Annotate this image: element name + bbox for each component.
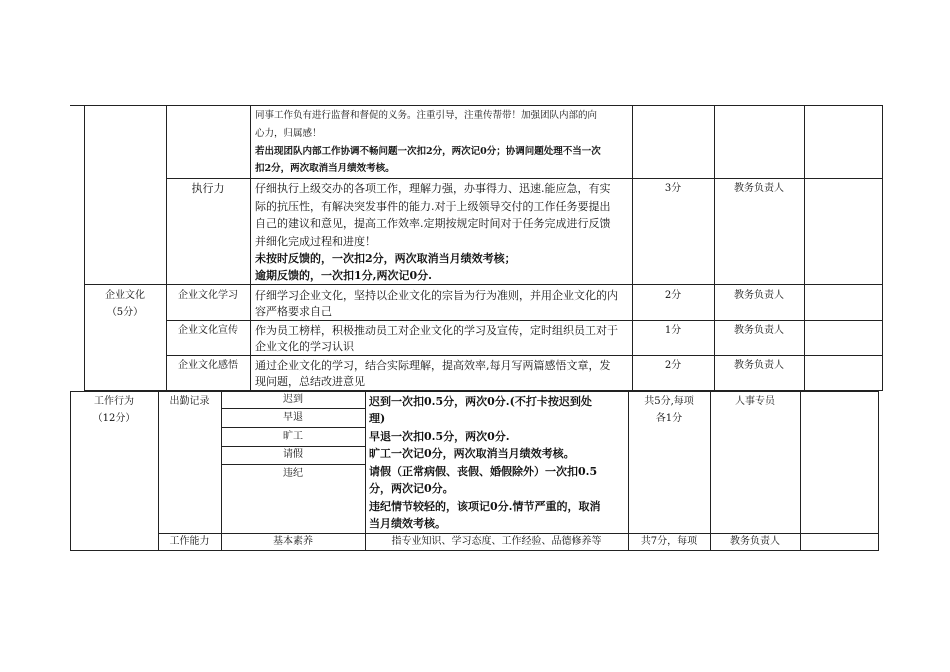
teamwork-penalty-line: 扣2分，两次取消当月绩效考核。 [255,163,395,174]
item-label: 基本素养 [273,536,313,547]
attendance-item-leave: 请假 [283,449,303,460]
culture-desc-line: 仔细学习企业文化，坚持以企业文化的宗旨为行为准则，并用企业文化的内 [255,289,618,302]
item-label: 企业文化宣传 [178,325,238,336]
owner-cell: 教务负责人 [734,290,784,301]
execution-desc-line: 际的抗压性，有解决突发事件的能力.对于上级领导交付的工作任务要提出 [255,200,611,213]
attendance-rule-line: 分，两次记0分。 [369,482,454,495]
attendance-rule-line: 请假（正常病假、丧假、婚假除外）一次扣0.5 [369,465,598,478]
execution-desc-line: 仔细执行上级交办的各项工作，理解力强，办事得力、迅速.能应急，有实 [255,182,611,195]
score-cell: 2分 [664,290,682,301]
owner-cell: 教务负责人 [730,536,780,547]
execution-penalty-line: 未按时反馈的，一次扣2分，两次取消当月绩效考核； [255,252,516,265]
attendance-rule-line: 迟到一次扣0.5分，两次0分.(不打卡按迟到处 [369,395,592,408]
culture-desc-line: 现问题，总结改进意见 [255,375,365,388]
category-points: （5分） [106,307,144,318]
score-cell: 2分 [664,360,682,371]
owner-cell: 教务负责人 [734,360,784,371]
owner-cell: 教务负责人 [734,183,784,194]
item-label: 企业文化感悟 [178,360,238,371]
score-cell: 3分 [664,183,682,194]
attendance-rule-line: 早退一次扣0.5分，两次0分. [369,430,510,443]
category-points: （12分） [92,413,136,424]
score-cell: 1分 [664,325,682,336]
attendance-item-early-leave: 早退 [283,412,303,423]
ability-desc: 指专业知识、学习态度、工作经验、品德修养等 [391,536,602,547]
attendance-rule-line: 旷工一次记0分，两次取消当月绩效考核。 [369,447,575,460]
score-cell-continued: 各1分 [655,413,683,424]
sub-category-label: 工作能力 [169,536,210,547]
teamwork-desc-line: 同事工作负有进行监督和督促的义务。注重引导，注重传帮带！加强团队内部的向 [255,110,598,121]
sub-category-label: 出勤记录 [169,396,210,407]
culture-desc-line: 作为员工榜样，积极推动员工对企业文化的学习及宣传，定时组织员工对于 [255,324,618,337]
culture-desc-line: 通过企业文化的学习，结合实际理解，提高效率,每月写两篇感悟文章，发 [255,359,611,372]
attendance-item-absence: 旷工 [283,431,303,442]
execution-desc-line: 自己的建议和意见，提高工作效率.定期按规定时间对于任务完成进行反馈 [255,217,611,230]
execution-penalty-line: 逾期反馈的，一次扣1分,两次记0分. [255,269,432,282]
teamwork-desc-line: 心力，归属感！ [255,128,322,139]
score-cell: 共5分,每项 [644,396,694,407]
owner-cell: 教务负责人 [734,325,784,336]
culture-desc-line: 容严格要求自己 [255,305,332,318]
owner-cell: 人事专员 [735,396,775,407]
attendance-rule-line: 理) [369,412,386,425]
attendance-rule-line: 违纪情节较轻的，该项记0分.情节严重的，取消 [369,500,601,513]
category-label: 工作行为 [94,396,134,407]
attendance-item-late: 迟到 [283,394,303,405]
execution-desc-line: 并细化完成过程和进度！ [255,235,376,248]
item-label: 企业文化学习 [178,290,238,301]
culture-desc-line: 企业文化的学习认识 [255,340,354,353]
item-label: 执行力 [191,182,225,195]
attendance-rule-line: 当月绩效考核。 [369,517,446,530]
attendance-item-violation: 违纪 [283,468,303,479]
teamwork-penalty-line: 若出现团队内部工作协调不畅问题一次扣2分，两次记0分；协调问题处理不当一次 [255,146,601,157]
score-cell: 共7分，每项 [640,536,698,547]
category-label: 企业文化 [105,290,145,301]
